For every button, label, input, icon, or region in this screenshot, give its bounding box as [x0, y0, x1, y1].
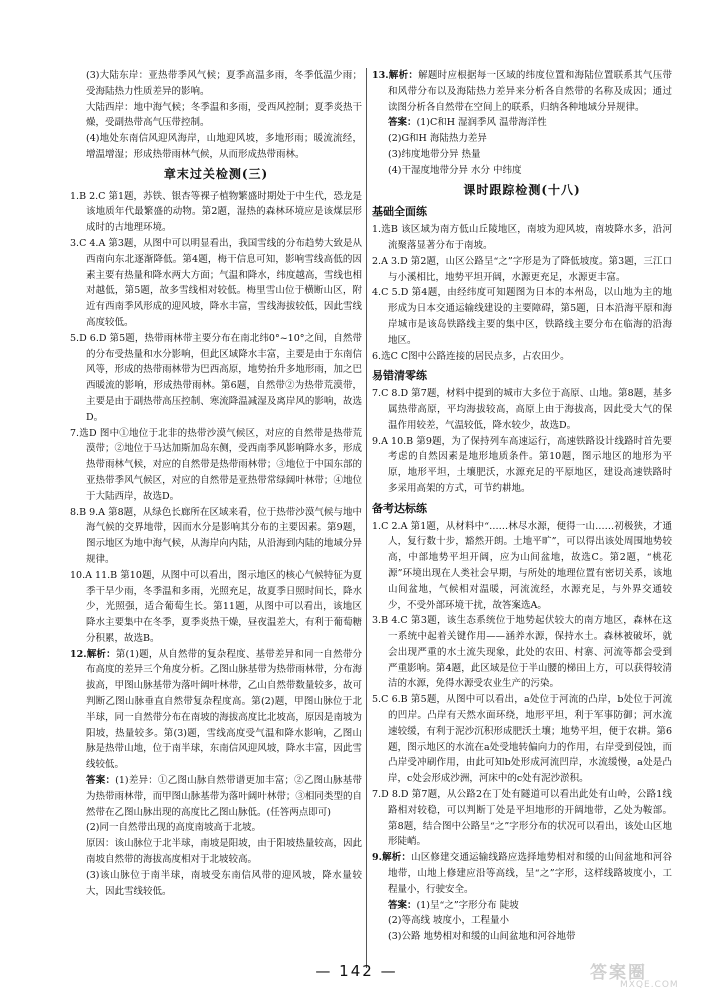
- label-prefix: 答案：: [388, 117, 417, 129]
- intro-line: (3)大陆东岸：亚热带季风气候；夏季高温多雨，冬季低温少雨；受海陆热力性质差异的影响。: [86, 70, 362, 97]
- right-column: [372, 68, 672, 945]
- answer-item: 7.D 8.D 第7题，从公路2在丁处有隧道可以看出此处有山岭，公路1线路相对较稳，可以判断丁处是平坦地形的开阔地带，乙处为鞍部。第8题，结合图中公路呈“之”字形分布的状况可以看出，该处山区地形陡峭。: [372, 789, 672, 848]
- answer-item: 5.D 6.D 第5题，热带雨林带主要分布在南北纬0°~10°之间，自然带的分布受热量和水分影响，但此区域降水丰富，主要是由于东南信风等，形成的热带雨林带为巴西高原，地势抬升多地形雨，加之巴西暖流的影响，形成热带雨林。第6题，自然带②为热带荒漠带，主要是由于副热带高压控制、寒流降温减湿及离岸风的影响，故选D。: [70, 332, 362, 423]
- answer-item: 3.C 4.A 第3题，从图中可以明显看出，我国雪线的分布趋势大致是从西南向东北逐渐降低。第4题，梅干信息可知，影响雪线高低的因素主要有热量和降水两大方面；气温和降水，纬度越高，雪线也相对越低，第5题，故多雪线相对较低。梅里雪山位于横断山区，附近有西南季风形成的迎风坡，降水丰富，雪线海拔较低，因此雪线高度较低。: [70, 237, 362, 328]
- answer-key: (3)公路 地势相对和缓的山间盆地和河谷地带: [388, 931, 576, 943]
- answer-key: 答案：(1)呈“之”字形分布 陡坡: [388, 899, 519, 911]
- answer-key: (3)纬度地带分异 热量: [388, 148, 481, 160]
- label-prefix: 9.解析：: [372, 852, 412, 864]
- group-title: 基础全面练: [372, 205, 427, 219]
- answer-item: 1.B 2.C 第1题，苏铁、银杏等裸子植物繁盛时期处于中生代，恐龙是该地质年代最繁盛的动物。第2题，湿热的森林环境应是该煤层形成时的古地理环境。: [70, 190, 362, 234]
- label-prefix: 答案：: [388, 899, 417, 911]
- answer-item: 1.选B 该区域为南方低山丘陵地区，南坡为迎风坡，南坡降水多，沿河流聚落显著分布于南坡。: [372, 224, 672, 251]
- answer-item: 5.C 6.B 第5题，从图中可以看出，a处位于河流的凸岸，b处位于河流的凹岸。凸岸有天然水面环绕，地形平坦，利于军事防御；河水流速较缓，有利于泥沙沉积形成肥沃土壤；地势平坦，便于农耕。第6题，图示地区的水流在a处受地转偏向力的作用，右岸受到侵蚀，而凸岸受冲刷作用，由此可知b处形成河流凹岸，水流缓慢，a处是凸岸，c处会形成沙洲，河床中的c处有泥沙淤积。: [372, 694, 672, 785]
- answer-key: 原因：该山脉位于北半球，南坡是阳坡，由于阳坡热量较高，因此南坡自然带的海拔高度相对于北坡较高。: [86, 838, 362, 866]
- answer-item: 7.C 8.D 第7题，材料中提到的城市大多位于高原、山地。第8题，基多属热带高原，平均海拔较高，高原上由于海拔高，因此受大气的保温作用较差，气温较低，降水较少，故选D。: [372, 388, 672, 431]
- label-prefix: 12.解析：: [70, 648, 116, 660]
- group-title: 备考达标练: [372, 501, 427, 515]
- answer-key: (4)干湿度地带分异 水分 中纬度: [388, 164, 522, 176]
- answer-key: 答案：(1)C和H 湿润季风 温带海洋性: [388, 117, 547, 129]
- answer-item: 10.A 11.B 第10题，从图中可以看出，图示地区的核心气候特征为夏季干旱少雨，冬季温和多雨，光照充足，故夏季日照时间长，降水少，光照强，适合葡萄生长。第11题，从图中可以看出，该地区降水主要集中在冬季，夏季炎热干燥，昼夜温差大，有利于葡萄糖分积累，故选B。: [70, 569, 362, 644]
- answer-item: 9.A 10.B 第9题，为了保持列车高速运行，高速铁路设计线路时首先要考虑的自然因素是地形地质条件。第10题，图示地区的地形为平原，地形平坦，土壤肥沃，水源充足的平原地区，建设高速铁路时多采用高架的方式，可节约耕地。: [372, 435, 672, 494]
- answer-item: 7.选D 图中①地位于北非的热带沙漠气候区，对应的自然带是热带荒漠带；②地位于马达加斯加岛东侧，受西南季风影响降水多，形成热带雨林气候，对应的自然带是热带雨林带；③地位于中国东部的亚热带季风气候区，对应的自然带是亚热带常绿阔叶林带；④地位于大陆西岸，故选D。: [70, 427, 362, 502]
- watermark-text: 答案圈: [590, 963, 647, 983]
- column-divider: [366, 68, 367, 968]
- answer-item: 4.C 5.D 第4题，由经纬度可知题图为日本的本州岛，以山地为主的地形成为日本交通运输线建设的主要障碍，第5题，日本沿海平原和海岸城市是该岛铁路线主要的集中区，铁路线主要分布在临海的沿海地区。: [372, 287, 672, 346]
- answer-key: (2)G和H 海陆热力差异: [388, 133, 487, 145]
- intro-line: (4)地处东南信风迎风海岸，山地迎风坡，多地形雨；暖流流经，增温增湿；形成热带雨林气候，从而形成热带雨林。: [86, 133, 362, 160]
- answer-item: 13.解析：解题时应根据每一区域的纬度位置和海陆位置联系其气压带和风带分布以及海陆热力差异来分析各自然带的名称及成因；通过读图分析各自然带在空间上的联系，归纳各种地域分异规律。: [372, 70, 672, 113]
- group-title: 易错清零练: [372, 369, 427, 383]
- answer-item: 1.C 2.A 第1题，从材料中“……林尽水源，便得一山……初极狭，才通人，复行数十步，豁然开朗。土地平旷”，可以得出该处周围地势较高，中部地势平坦开阔，应为山间盆地，故选C。第2题，“桃花源”环境出现在人类社会早期，与所处的地理位置有密切关系，该地山间盆地，气候相对温暖，河流流经，水源充足，与外界交通较少，不受外部环境干扰，故答案选A。: [372, 520, 672, 611]
- answer-item: 2.A 3.D 第2题，山区公路呈“之”字形是为了降低坡度。第3题，三江口与小溪相比，地势平坦开阔，水源更充足，水源更丰富。: [372, 255, 672, 283]
- section-title-chapter-test: 章末过关检测(三): [163, 166, 269, 181]
- answer-key: 答案：(1)差异：①乙图山脉自然带谱更加丰富；②乙图山脉基带为热带雨林带，而甲图山脉基带为落叶阔叶林带；③相同类型的自然带在乙图山脉出现的高度比乙图山脉低。(任答两点即可): [86, 775, 362, 818]
- answer-item: 12.解析：第(1)题，从自然带的复杂程度、基带差异和同一自然带分布高度的差异三个角度分析。乙图山脉基带为热带雨林带，分布海拔高，甲图山脉基带为落叶阔叶林带，乙山自然带数量较多，故可判断乙图山脉垂直自然带复杂程度高。第(2)题，甲图山脉位于北半球，同一自然带分布在南坡的海拔高度比北坡高，原因是南坡为阳坡，热量较多。第(3)题，雪线高度受气温和降水影响，乙图山脉是热带山地，位于南半球，东南信风迎风坡，降水丰富，因此雪线较低。: [70, 648, 362, 771]
- answer-key: (2)等高线 坡度小，工程量小: [388, 915, 509, 927]
- watermark-url: MXQE.COM: [620, 980, 679, 990]
- left-column: [70, 68, 362, 899]
- answer-item: 3.B 4.C 第3题，该生态系统位于地势起伏较大的南方地区，森林在这一系统中起着关键作用——涵养水源，保持水土。森林被破坏，就会出现严重的水土流失现象，此处的农田、村寨、河流等都会受到严重影响。第4题，此区域是位于半山腰的梯田上方，可以获得较清洁的水源，免得水源受农业生产的污染。: [372, 615, 672, 690]
- answer-key: (3)该山脉位于南半球，南坡受东南信风带的迎风坡，降水量较大，因此雪线较低。: [86, 869, 362, 897]
- intro-line: 大陆西岸：地中海气候；冬季温和多雨，受西风控制；夏季炎热干燥，受副热带高气压带控制。: [86, 101, 362, 129]
- answer-item: 9.解析：山区修建交通运输线路应选择地势相对和缓的山间盆地和河谷地带，山地上修建应沿等高线，呈“之”字形，这样线路坡度小，工程量小，行驶安全。: [372, 852, 672, 895]
- section-title-lesson-test: 课时跟踪检测(十八): [463, 182, 581, 197]
- watermark-logo: [590, 958, 700, 992]
- label-prefix: 13.解析：: [372, 70, 419, 81]
- page-number: — 142 —: [315, 962, 398, 980]
- answer-key: (2)同一自然带出现的高度南坡高于北坡。: [86, 822, 261, 834]
- answer-item: 6.选C C图中公路连接的居民点多，占农田少。: [372, 350, 570, 362]
- label-prefix: 答案：: [86, 775, 116, 787]
- answer-item: 8.B 9.A 第8题，从绿色长廊所在区域来看，位于热带沙漠气候与地中海气候的交界地带，因而水分是影响其分布的主要因素。第9题，图示地区为地中海气候，从海岸向内陆，从沿海到内陆的地域分异规律。: [70, 506, 362, 565]
